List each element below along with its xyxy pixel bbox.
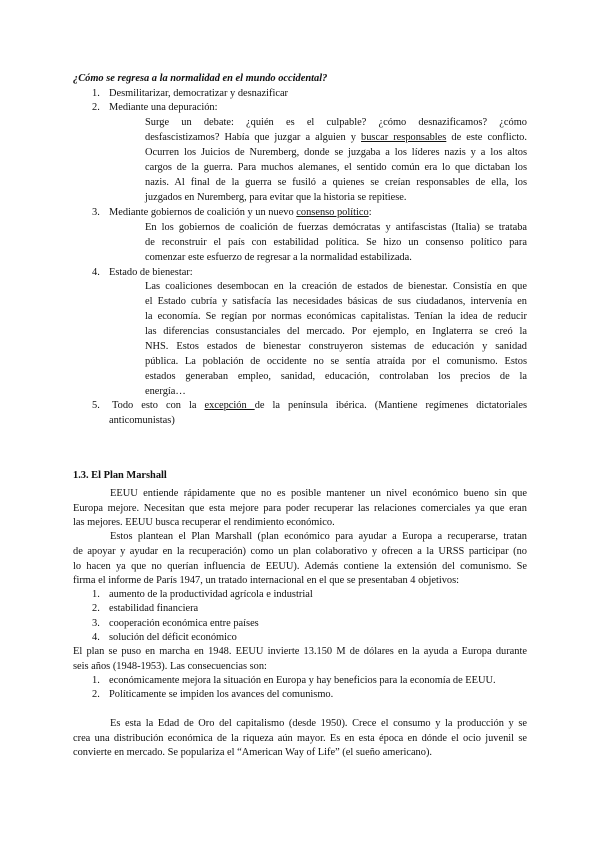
list-item-text: Mediante una depuración:	[109, 102, 218, 113]
list-number: 5.	[92, 400, 100, 411]
section-title: ¿Cómo se regresa a la normalidad en el mundo occidental?	[73, 73, 328, 84]
list-item-text: cooperación económica entre países	[109, 618, 259, 629]
list-number: 1.	[92, 589, 100, 600]
paragraph-line: En los gobiernos de coalición de fuerzas demócratas y antifascistas (Italia) se trataba	[145, 222, 527, 233]
list-item-text: anticomunistas)	[109, 415, 175, 426]
paragraph-line: firma el informe de París 1947, un tratado internacional en el que se presentaban 4 objetivos:	[73, 575, 460, 586]
paragraph-line: las mejores. EEUU busca recuperar el rendimiento económico.	[73, 517, 335, 528]
list-item-text: Estado de bienestar:	[109, 267, 193, 278]
paragraph-line: las diferencias consustanciales del mercado. Por ejemplo, en Inglaterra se creó la	[145, 326, 527, 337]
list-number: 4.	[92, 267, 100, 278]
list-item-text: Desmilitarizar, democratizar y desnazificar	[109, 88, 289, 99]
list-number: 1.	[92, 675, 100, 686]
list-number: 2.	[92, 689, 100, 700]
paragraph-line: Estos plantean el Plan Marshall (plan económico para ayudar a Europa a recuperarse, tratan	[110, 531, 527, 542]
paragraph-line: seis años (1948-1953). Las consecuencias son:	[73, 661, 267, 672]
paragraph-line: de apoyar y ayudar en la recuperación) como un plan colaborativo y ofrecen a la URSS participar (no	[73, 546, 527, 557]
list-number: 2.	[92, 603, 100, 614]
list-item-text: económicamente mejora la situación en Europa y hay beneficios para la economía de EEUU.	[109, 675, 496, 686]
emphasis-underline: consenso político	[296, 207, 369, 218]
paragraph-line: Surge un debate: ¿quién es el culpable? ¿cómo desnazificamos? ¿cómo	[145, 117, 527, 128]
section-heading: 1.3. El Plan Marshall	[73, 470, 167, 481]
paragraph-line: estados generaban empleo, sanidad, educación, controlaban los precios de la	[145, 371, 527, 382]
list-number: 3.	[92, 207, 100, 218]
paragraph-line: de reconstruir el país con estabilidad política. Se hizo un consenso político para	[145, 237, 527, 248]
paragraph-line: Es esta la Edad de Oro del capitalismo (desde 1950). Crece el consumo y la producción y se	[110, 718, 527, 729]
emphasis-underline: buscar responsables	[361, 132, 447, 143]
paragraph-line: Ocurren los Juicios de Nuremberg, donde se juzgaba a los líderes nazis y a los altos	[145, 147, 527, 158]
paragraph-line: desfascistizamos? Había que juzgar a alguien y buscar responsables de este conflicto.	[145, 132, 527, 143]
list-number: 3.	[92, 618, 100, 629]
paragraph-line: cargos de la guerra. Para muchos alemanes, el sentido común era lo que dictaban los	[145, 162, 527, 173]
list-item-text: Todo esto con la excepción de la península ibérica. (Mantiene regímenes dictatoriales	[112, 400, 527, 411]
paragraph-line: pública. La población de occidente no se sentía atraída por el comunismo. Estos	[145, 356, 527, 367]
list-item-text: solución del déficit económico	[109, 632, 237, 643]
list-item-text: estabilidad financiera	[109, 603, 199, 614]
paragraph-line: nazis. Al final de la guerra se fusiló a quienes se creían responsables de ella, los	[145, 177, 527, 188]
paragraph-line: convierte en mercado. Se populariza el “American Way of Life” (el sueño americano).	[73, 747, 433, 758]
list-number: 4.	[92, 632, 100, 643]
paragraph-line: lo hacen ya que no querían influencia de EEUU). Además contiene la extensión del comunismo. Se	[73, 561, 527, 572]
paragraph-line: EEUU entiende rápidamente que no es posible mantener un nivel económico bueno sin que	[110, 488, 527, 499]
paragraph-line: la economía. Se regían por normas económicas capitalistas. Tenían la idea de reducir	[145, 311, 527, 322]
paragraph-line: El plan se puso en marcha en 1948. EEUU invierte 13.150 M de dólares en la ayuda a Europa durante	[73, 646, 527, 657]
paragraph-line: juzgados en Nuremberg, para evitar que la historia se repitiese.	[145, 192, 407, 203]
paragraph-line: NHS. Estos estados de bienestar construyeron sistemas de educación y sanidad	[145, 341, 527, 352]
paragraph-line: energía…	[145, 386, 186, 397]
paragraph-line: crea una distribución económica de la riqueza aún mayor. Es en esta época en dónde el ocio juvenil se	[73, 733, 527, 744]
paragraph-line: Las coaliciones desembocan en la creación de estados de bienestar. Consistía en que	[145, 281, 527, 292]
list-number: 1.	[92, 88, 100, 99]
emphasis-underline: excepción	[204, 400, 255, 411]
list-item-text: Políticamente se impiden los avances del comunismo.	[109, 689, 334, 700]
list-item-text: Mediante gobiernos de coalición y un nuevo consenso político:	[109, 207, 372, 218]
paragraph-line: Europa mejore. Necesitan que esta mejore para poder recuperar las relaciones comerciales ya que eran	[73, 503, 527, 514]
paragraph-line: comenzar este esfuerzo de regresar a la normalidad estabilizada.	[145, 252, 412, 263]
list-number: 2.	[92, 102, 100, 113]
list-item-text: aumento de la productividad agrícola e industrial	[109, 589, 313, 600]
paragraph-line: el Estado cubría y satisfacía las necesidades básicas de sus ciudadanos, intervenía en	[145, 296, 527, 307]
